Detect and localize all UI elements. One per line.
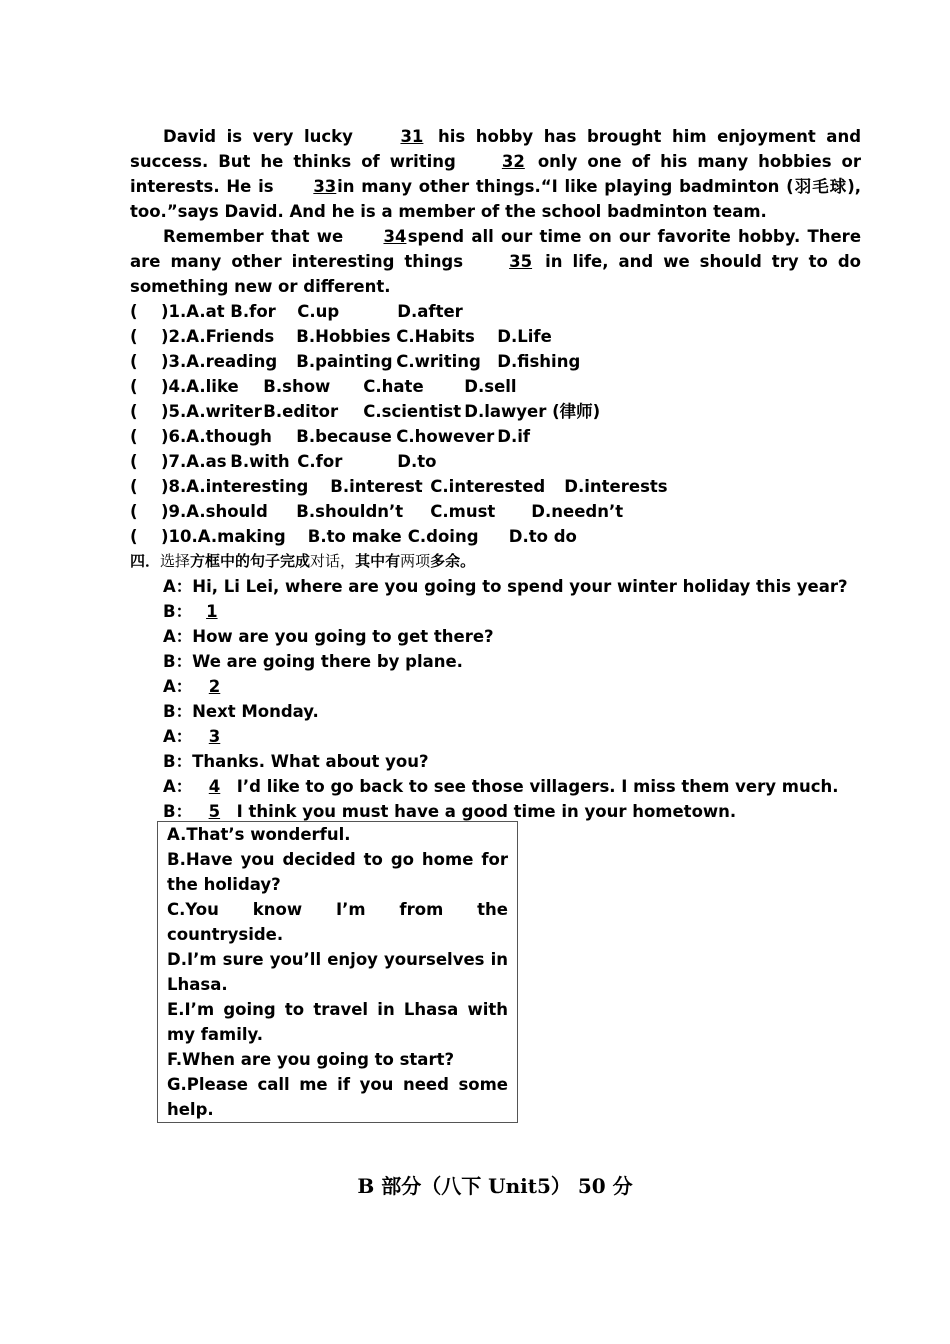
speaker: B： <box>163 652 193 671</box>
dialogue-line <box>130 624 861 649</box>
answer-paren[interactable]: ( <box>130 327 138 346</box>
dialogue-blank-2: 2 <box>208 677 221 696</box>
blank-32: 32 <box>501 152 525 171</box>
option-a: A.reading <box>186 352 278 371</box>
line-text: Thanks. What about you? <box>192 752 429 771</box>
option-c: C.for <box>297 452 343 471</box>
option-c: C.scientist <box>363 402 462 421</box>
dialogue-line <box>130 674 861 699</box>
option-c: C.doing <box>407 527 479 546</box>
question-number: )10. <box>161 527 198 546</box>
speaker: B： <box>163 752 193 771</box>
option-a: A.making <box>197 527 286 546</box>
text: in many other things.“I like playing badminton (羽毛球), too.”says David. And he is a member of the school badminton team. <box>130 177 861 221</box>
question-item <box>130 424 861 449</box>
options-box <box>157 821 518 1123</box>
dialogue-line <box>130 749 861 774</box>
question-item <box>130 499 861 524</box>
line-text: Hi, Li Lei, where are you going to spend your winter holiday this year? <box>192 577 848 596</box>
dialogue-line <box>130 649 861 674</box>
option-sentence-e: E.I’m going to travel in Lhasa with my family. <box>167 1000 508 1044</box>
dialogue-blank-4: 4 <box>208 777 221 796</box>
question-item <box>130 399 861 424</box>
question-number: )8. <box>161 477 187 496</box>
text: Remember that we <box>163 227 351 246</box>
option-b: B.with <box>230 452 290 471</box>
option-c: C.Habits <box>396 327 475 346</box>
option-d: D.lawyer (律师) <box>464 402 601 421</box>
option-d: D.sell <box>464 377 517 396</box>
option-c: C.up <box>297 302 340 321</box>
option-b: B.interest <box>330 477 423 496</box>
question-number: )3. <box>161 352 187 371</box>
option-b: B.to make <box>307 527 402 546</box>
option-b: B.because <box>296 427 392 446</box>
option-c: C.interested <box>430 477 546 496</box>
option-a: A.at <box>186 302 225 321</box>
speaker: A： <box>163 577 193 596</box>
blank-34: 34 <box>383 227 407 246</box>
dialogue-line <box>130 774 861 799</box>
speaker: A： <box>163 677 193 696</box>
option-a: A.Friends <box>186 327 275 346</box>
dialogue-line <box>130 699 861 724</box>
question-number: )1. <box>161 302 187 321</box>
option-d: D.fishing <box>497 352 581 371</box>
option-c: C.must <box>430 502 496 521</box>
option-a: A.interesting <box>186 477 309 496</box>
speaker: A： <box>163 777 193 796</box>
option-sentence-g: G.Please call me if you need some help. <box>167 1075 508 1119</box>
dialogue-line <box>130 574 861 599</box>
option-sentence-d: D.I’m sure you’ll enjoy yourselves in Lhasa. <box>167 950 508 994</box>
text: 两项 <box>400 552 431 570</box>
option-sentence-b: B.Have you decided to go home for the holiday? <box>167 850 508 894</box>
option-b: B.show <box>263 377 331 396</box>
option-a: A.writer <box>186 402 262 421</box>
question-number: )4. <box>161 377 187 396</box>
answer-paren[interactable]: ( <box>130 352 138 371</box>
option-b: B.painting <box>296 352 393 371</box>
answer-paren[interactable]: ( <box>130 377 138 396</box>
blank-31: 31 <box>400 127 424 146</box>
option-a: A.like <box>186 377 239 396</box>
option-sentence-f: F.When are you going to start? <box>167 1050 455 1069</box>
dialogue-line <box>130 599 861 624</box>
question-list <box>130 299 861 549</box>
line-text: I think you must have a good time in your hometown. <box>230 802 737 821</box>
option-b: B.Hobbies <box>296 327 391 346</box>
dialogue-blank-5: 5 <box>208 802 221 821</box>
answer-paren[interactable]: ( <box>130 477 138 496</box>
option-d: D.Life <box>497 327 552 346</box>
question-item <box>130 349 861 374</box>
text: David is very lucky <box>163 127 364 146</box>
content-area <box>130 124 861 824</box>
option-c: C.writing <box>396 352 481 371</box>
passage-paragraph-2 <box>130 224 861 299</box>
line-text: Next Monday. <box>192 702 319 721</box>
question-number: )6. <box>161 427 187 446</box>
dialogue <box>130 574 861 824</box>
option-c: C.however <box>396 427 495 446</box>
question-item <box>130 299 861 324</box>
speaker: A： <box>163 727 193 746</box>
option-a: A.though <box>186 427 272 446</box>
option-b: B.for <box>230 302 276 321</box>
answer-paren[interactable]: ( <box>130 302 138 321</box>
blank-35: 35 <box>509 252 533 271</box>
answer-paren[interactable]: ( <box>130 452 138 471</box>
option-d: D.needn’t <box>531 502 624 521</box>
answer-paren[interactable]: ( <box>130 402 138 421</box>
option-d: D.after <box>397 302 463 321</box>
speaker: B： <box>163 702 193 721</box>
answer-paren[interactable]: ( <box>130 502 138 521</box>
dialogue-blank-1: 1 <box>206 602 218 621</box>
section-4-heading <box>130 549 861 574</box>
text: 对话， <box>310 552 356 570</box>
question-number: )5. <box>161 402 187 421</box>
section-number: 四． <box>130 552 161 570</box>
question-number: )9. <box>161 502 187 521</box>
option-b: B.shouldn’t <box>296 502 404 521</box>
text: 多余。 <box>430 552 476 570</box>
speaker: A： <box>163 627 193 646</box>
question-item <box>130 324 861 349</box>
line-text: I’d like to go back to see those villagers. I miss them very much. <box>231 777 839 796</box>
question-item <box>130 374 861 399</box>
question-item <box>130 449 861 474</box>
option-d: D.if <box>497 427 531 446</box>
answer-paren[interactable]: ( <box>130 527 138 546</box>
text: 选择 <box>160 552 191 570</box>
dialogue-line <box>130 724 861 749</box>
passage-paragraph-1 <box>130 124 861 224</box>
text: only one of his many hobbies or interests. He is <box>130 152 861 196</box>
question-number: )7. <box>161 452 187 471</box>
option-d: D.to do <box>508 527 577 546</box>
line-text: We are going there by plane. <box>192 652 463 671</box>
part-b-heading: B 部分（八下 Unit5） 50 分 <box>357 1174 633 1198</box>
option-d: D.to <box>397 452 437 471</box>
speaker: B： <box>163 602 193 621</box>
answer-paren[interactable]: ( <box>130 427 138 446</box>
option-a: A.as <box>186 452 227 471</box>
option-c: C.hate <box>363 377 424 396</box>
blank-33: 33 <box>313 177 337 196</box>
dialogue-blank-3: 3 <box>208 727 221 746</box>
question-item <box>130 524 861 549</box>
speaker: B： <box>163 802 193 821</box>
text: in life, and we should try to do something new or different. <box>130 252 861 296</box>
text: his hobby has brought him enjoyment and success. But he thinks of writing <box>130 127 862 171</box>
option-a: A.should <box>186 502 268 521</box>
option-d: D.interests <box>564 477 668 496</box>
text: 方框中的句子完成 <box>190 552 311 570</box>
option-sentence-a: A.That’s wonderful. <box>167 825 351 844</box>
option-sentence-c: C.You know I’m from the countryside. <box>167 900 508 944</box>
line-text: How are you going to get there? <box>192 627 494 646</box>
option-b: B.editor <box>263 402 339 421</box>
text: spend all our time on our favorite hobby. There are many other interesting things <box>130 227 862 271</box>
question-item <box>130 474 861 499</box>
question-number: )2. <box>161 327 187 346</box>
text: 其中有 <box>355 552 401 570</box>
